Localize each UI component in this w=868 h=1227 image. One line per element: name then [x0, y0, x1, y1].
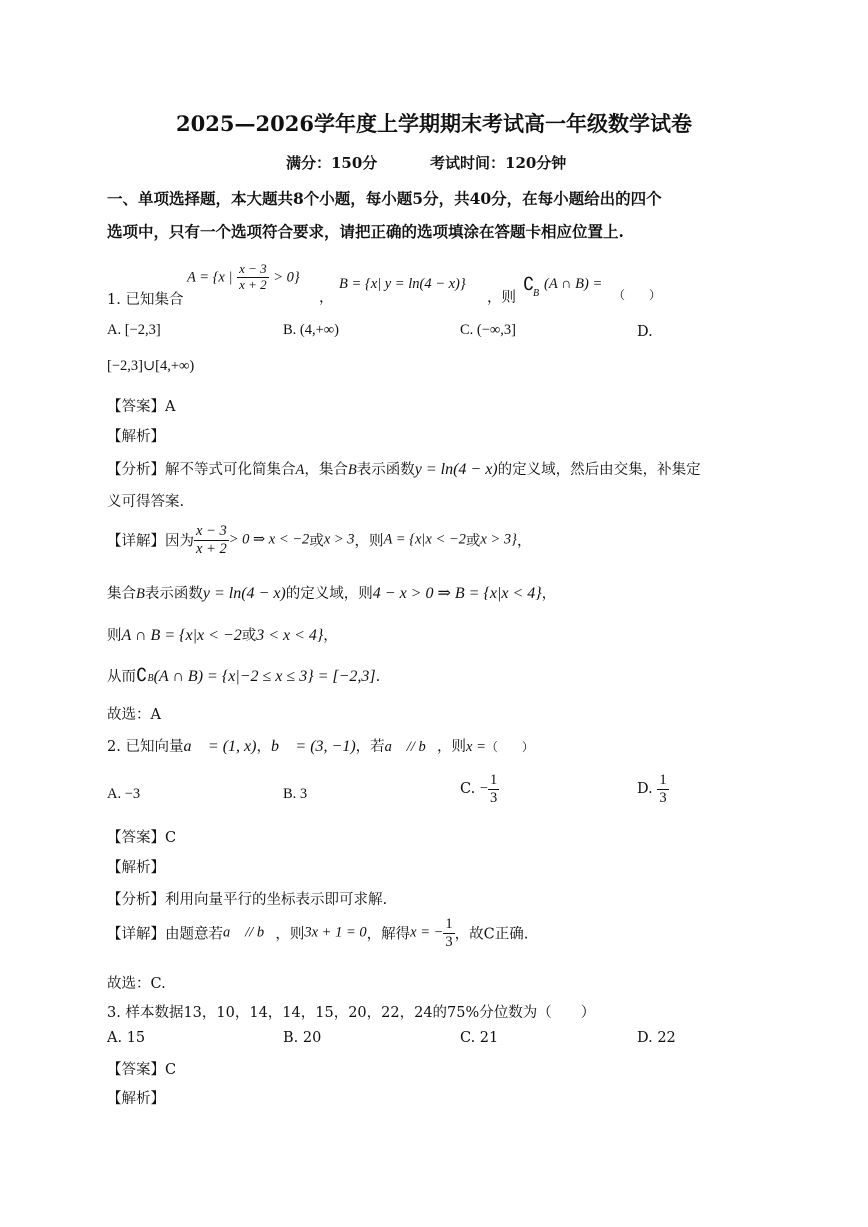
text: .: [375, 669, 381, 685]
q3-stem: 3. 样本数据13，10，14，14，15，20，22，24的75%分位数为（ ）: [107, 1005, 596, 1021]
q1-paren: （ ）: [613, 288, 662, 302]
formula: y = ln(4 − x): [414, 461, 498, 478]
q1-answer: 【答案】A: [107, 399, 176, 415]
q3-answer: 【答案】C: [107, 1062, 177, 1078]
formula: x > 3}: [480, 531, 517, 548]
q1-choose: 故选：A: [107, 707, 161, 723]
q1-set-b: B = {x| y = ln(4 − x)}: [339, 276, 466, 292]
complement-subscript: B: [533, 288, 540, 299]
q1-option-b: B. (4,+∞): [283, 322, 339, 338]
complement-symbol: ∁: [523, 274, 535, 294]
full-score: 满分：150分: [286, 154, 378, 172]
q1-option-d: [−2,3]∪[4,+∞): [107, 358, 195, 374]
text: （ ）: [485, 740, 534, 754]
text: ，则: [437, 739, 467, 755]
q3-option-a: A. 15: [107, 1030, 146, 1046]
text: ，若: [355, 739, 385, 755]
q1-set-a-frac: [237, 262, 269, 293]
q3-option-d: D. 22: [637, 1030, 676, 1046]
frac-numerator: 1: [445, 916, 453, 932]
formula: y = ln(4 − x): [202, 585, 286, 602]
frac-denominator: 3: [659, 789, 667, 806]
text: 的定义域，则: [285, 586, 373, 602]
minus-sign: −: [479, 780, 488, 797]
formula: > 0 ⇒ x < −2: [228, 531, 310, 548]
frac-numerator: x − 3: [196, 523, 227, 539]
var-b: B: [347, 462, 357, 478]
parallel-expr: a⃗ // b⃗: [384, 739, 438, 755]
detail-frac: [194, 523, 229, 557]
text: 的定义域，然后由交集，补集定: [497, 462, 701, 478]
text: 表示函数: [356, 462, 415, 478]
text: ，故C正确.: [454, 926, 529, 943]
q1-detail-line3: [107, 624, 338, 645]
detail-frac: [443, 916, 454, 950]
q2-detail: [107, 916, 528, 950]
text: 则: [107, 628, 122, 644]
q1-sep2: ，则: [487, 290, 516, 306]
text: 【详解】因为: [107, 533, 194, 550]
q2-option-c: [460, 772, 499, 806]
text: ，解得: [366, 926, 411, 943]
q2-fenxi: 【分析】利用向量平行的坐标表示即可求解.: [107, 892, 388, 908]
frac-numerator: 1: [659, 772, 667, 788]
text: ，集合: [304, 462, 348, 478]
q1-set-a: [187, 262, 300, 293]
q1-set-a-pre: A = {x |: [187, 269, 233, 286]
text: 【详解】由题意若: [107, 926, 223, 943]
q2-option-d: [637, 772, 669, 806]
page-title: 2025—2026学年度上学期期末考试高一年级数学试卷: [176, 111, 692, 136]
q1-fenxi-line1: [107, 458, 701, 479]
q1-option-d-label: D.: [637, 324, 653, 340]
frac-denominator: x + 2: [196, 540, 227, 557]
q2-analysis: 【解析】: [107, 860, 165, 876]
text: ，: [516, 533, 532, 550]
text: ，: [541, 586, 557, 602]
frac-denominator: 3: [489, 789, 498, 806]
section-heading-line2: 选项中，只有一个选项符合要求，请把正确的选项填涂在答题卡相应位置上.: [107, 222, 624, 241]
q2-answer: 【答案】C: [107, 830, 177, 846]
formula: (A ∩ B) = {x|−2 ≤ x ≤ 3} = [−2,3]: [153, 668, 376, 685]
formula: 4 − x > 0 ⇒ B = {x|x < 4}: [372, 585, 542, 602]
vector-b: b⃗ = (3, −1): [270, 738, 356, 755]
text: ，: [323, 628, 338, 644]
q2-stem: [107, 735, 534, 756]
complement-subscript: B: [147, 673, 154, 684]
q2-option-a: A. −3: [107, 786, 141, 802]
text: 或: [241, 628, 257, 644]
formula: x =: [466, 739, 486, 755]
text: 表示函数: [144, 586, 203, 602]
q1-detail-line2: [107, 582, 556, 603]
text: 从而: [107, 669, 136, 685]
formula: x = −: [410, 924, 444, 941]
q1-detail-line4: [107, 665, 380, 686]
var-a: A: [295, 462, 305, 478]
formula: 3 < x < 4}: [256, 627, 324, 644]
q1-fenxi-line2: 义可得答案.: [107, 494, 185, 510]
option-d-frac: [657, 772, 668, 806]
frac-denominator: x + 2: [239, 276, 267, 292]
q1-sep1: ，: [319, 290, 334, 306]
var-b: B: [136, 586, 145, 602]
text: ，则: [354, 533, 384, 550]
text: 或: [309, 533, 324, 550]
text: ，则: [275, 926, 305, 943]
section-heading-line1: 一、单项选择题，本大题共8个小题，每小题5分，共40分，在每小题给出的四个: [107, 189, 662, 208]
formula: x > 3: [323, 531, 355, 548]
frac-numerator: 1: [489, 772, 498, 788]
q1-option-a: A. [−2,3]: [107, 322, 161, 338]
q2-option-b: B. 3: [283, 786, 308, 802]
complement-symbol: ∁: [136, 665, 148, 685]
formula: A ∩ B = {x|x < −2: [121, 627, 242, 644]
text: 【分析】解不等式可化简集合: [107, 462, 296, 478]
option-label: D.: [637, 781, 653, 798]
text: ，: [256, 739, 271, 755]
q3-analysis: 【解析】: [107, 1091, 165, 1107]
formula: A = {x|x < −2: [383, 531, 466, 548]
text: 或: [465, 533, 481, 550]
q3-option-b: B. 20: [283, 1030, 322, 1046]
parallel-expr: a⃗ // b⃗: [223, 924, 276, 941]
text: 2. 已知向量: [107, 739, 184, 755]
option-c-frac: [488, 772, 499, 806]
q1-analysis: 【解析】: [107, 429, 165, 445]
frac-numerator: x − 3: [239, 261, 267, 276]
option-label: C.: [460, 781, 476, 798]
q1-option-c: C. (−∞,3]: [460, 322, 516, 338]
q2-choose: 故选：C.: [107, 976, 166, 992]
q3-option-c: C. 21: [460, 1030, 499, 1046]
exam-time: 考试时间：120分钟: [430, 154, 567, 172]
frac-denominator: 3: [445, 933, 453, 950]
vector-a: a⃗ = (1, x): [183, 738, 257, 755]
q1-target: (A ∩ B) =: [544, 276, 603, 292]
q1-set-a-post: > 0}: [273, 269, 300, 286]
q1-detail-line1: [107, 523, 531, 557]
formula: 3x + 1 = 0: [304, 924, 367, 941]
q1-lead: 1. 已知集合: [107, 292, 184, 308]
text: 集合: [107, 586, 136, 602]
